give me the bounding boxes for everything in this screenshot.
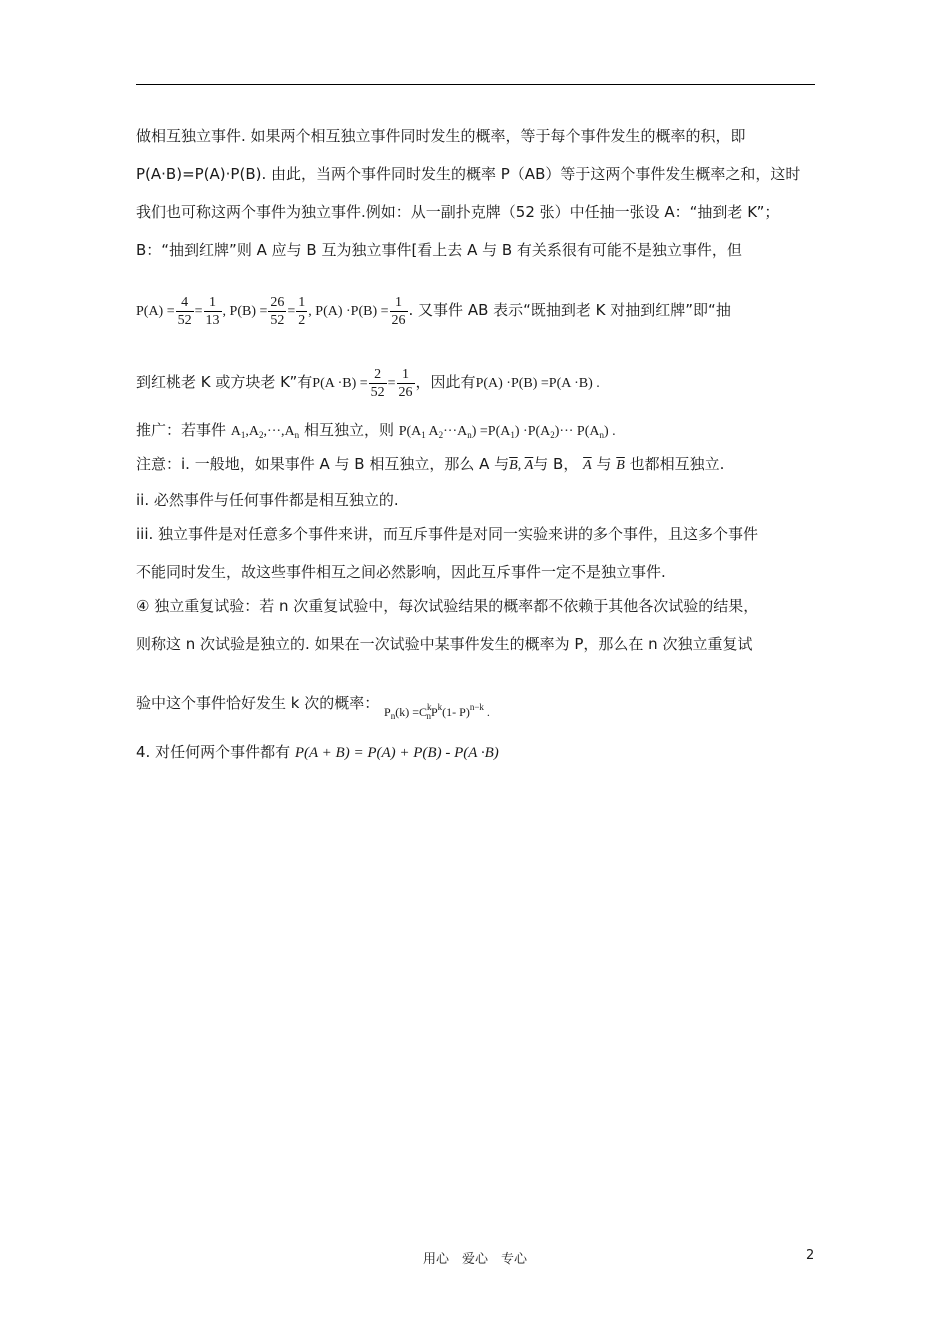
- product-formula: $P(A_1$ $A_2\cdot\cdot\cdot A_n) =P(A_1) \cdot P(A_2)\cdot\cdot\cdot P(A_n)$ .: [398, 424, 616, 440]
- probability-formula: P(A) = $\frac{4}{52}$ = $\frac{1}{13}$ , P(B) = $\frac{26}{52}$ = $\frac{1}{2}$ , P(A) ·P(B) = $\frac{1}{26}$: [136, 295, 406, 329]
- text-fragment: 也都相互独立.: [629, 455, 725, 473]
- text-fragment: 推广：若事件: [136, 421, 227, 439]
- text-fragment: . 又事件 AB 表示“既抽到老 K 对抽到红牌”即“抽: [408, 301, 731, 319]
- binomial-formula: Pn(k) =CknPk(1- P)n−k .: [384, 702, 490, 721]
- text-line: ii. 必然事件与任何事件都是相互独立的.: [136, 491, 399, 509]
- text-line: 我们也可称这两个事件为独立事件.例如：从一副扑克牌（52 张）中任抽一张设 A：“抽到老 K”；: [136, 203, 780, 221]
- text-line: iii. 独立事件是对任意多个事件来讲，而互斥事件是对同一实验来讲的多个事件，且这多个事件: [136, 525, 759, 543]
- text-fragment: 与: [596, 455, 612, 473]
- formula-line: [136, 420, 816, 445]
- header-rule: [136, 84, 815, 85]
- text-fragment: 到红桃老 K 或方块老 K”有: [136, 373, 313, 391]
- text-line: 做相互独立事件. 如果两个相互独立事件同时发生的概率，等于每个事件发生的概率的积，即: [136, 127, 746, 145]
- text-line: B：“抽到红牌”则 A 应与 B 互为独立事件[看上去 A 与 B 有关系很有可能不是独立事件，但: [136, 241, 742, 259]
- text-fragment: 注意：i. 一般地，如果事件 A 与 B 相互独立，那么 A 与: [136, 455, 510, 473]
- formula-line: [136, 290, 816, 332]
- formula-line: [136, 684, 816, 723]
- text-line: ④ 独立重复试验：若 n 次重复试验中，每次试验结果的概率都不依赖于其他各次试验的结果，: [136, 597, 759, 615]
- complement-formula: $\overline{B}$: [616, 458, 625, 473]
- probability-formula: P(A) ·P(B) =P(A ·B) .: [475, 376, 600, 391]
- page-number: 2: [806, 1248, 815, 1263]
- text-line: P(A·B)=P(A)·P(B). 由此，当两个事件同时发生的概率 P（AB）等于这两个事件发生概率之和，这时: [136, 165, 801, 183]
- text-fragment: 相互独立，则: [303, 421, 394, 439]
- text-fragment: 与 B，: [533, 455, 579, 473]
- text-fragment: ，因此有: [415, 373, 476, 391]
- text-fragment: 4. 对任何两个事件都有: [136, 743, 291, 761]
- complement-formula: $\overline{B}$, $\overline{A}$: [509, 458, 534, 473]
- text-line: 不能同时发生，故这些事件相互之间必然影响，因此互斥事件一定不是独立事件.: [136, 563, 666, 581]
- probability-formula: P(A ·B) = $\frac{2}{52}$ = $\frac{1}{26}$: [312, 367, 413, 401]
- text-line: 则称这 n 次试验是独立的. 如果在一次试验中某事件发生的概率为 P，那么在 n 次独立重复试: [136, 635, 753, 653]
- text-fragment: 验中这个事件恰好发生 k 次的概率：: [136, 694, 380, 712]
- event-list-formula: $A_1,A_2,\cdot\cdot\cdot,A_n$: [230, 424, 300, 440]
- formula-line: [136, 454, 816, 476]
- formula-line: [136, 742, 816, 763]
- complement-formula: $\overline{A}$: [583, 458, 592, 473]
- page-footer: 用心 爱心 专心: [422, 1252, 527, 1267]
- formula-line: [136, 362, 816, 404]
- addition-formula: P(A + B) = P(A) + P(B) - P(A ·B): [294, 745, 499, 761]
